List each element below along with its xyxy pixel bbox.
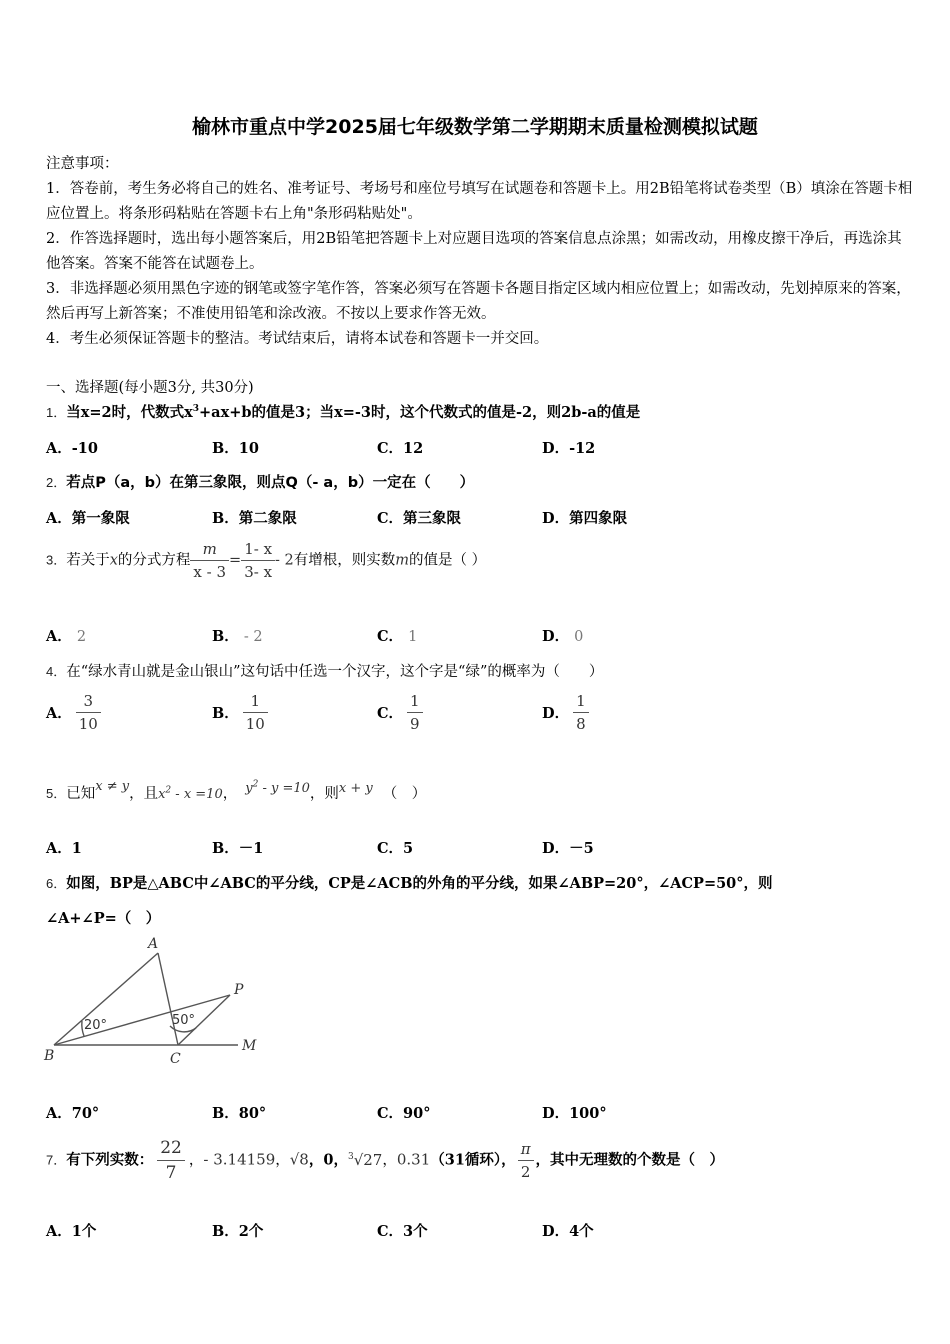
- question-4: [46, 660, 603, 681]
- option-d[interactable]: D．100°: [542, 1105, 607, 1122]
- equation-2: $y^2 - y =10$: [245, 779, 310, 796]
- condition-x-neq-y: x ≠ y: [95, 779, 130, 794]
- question-7: [46, 1138, 724, 1183]
- value-neg-pi-approx: - 3.14159: [203, 1150, 276, 1169]
- angle-label-20: 20°: [84, 1018, 108, 1033]
- variable-x: x: [109, 552, 118, 569]
- question-text: 已知: [66, 786, 96, 802]
- option-b[interactable]: B．第二象限: [212, 510, 297, 527]
- option-d[interactable]: D．第四象限: [542, 510, 628, 527]
- fraction-m-over-x-minus-3: $\frac{m}{x - 3}$: [190, 540, 229, 581]
- question-text: 当x=2时，代数式x: [66, 404, 193, 421]
- option-d[interactable]: D．4个: [542, 1223, 594, 1240]
- option-a[interactable]: A． 2: [46, 628, 87, 645]
- repeating-note: （31循环），: [430, 1151, 516, 1169]
- label-a: A: [148, 936, 159, 952]
- question-text-cont: ，且: [129, 786, 159, 802]
- option-c[interactable]: C． 1: [377, 628, 418, 645]
- question-text-cont-2: 有增根，则实数: [293, 552, 396, 569]
- question-number: 3．: [46, 552, 67, 568]
- option-b[interactable]: B． - 2: [212, 628, 263, 645]
- option-d[interactable]: D．－5: [542, 840, 594, 857]
- option-c[interactable]: C． $\frac{1}{9}$: [377, 692, 423, 733]
- option-c[interactable]: C．5: [377, 840, 414, 857]
- value-0-31-repeating: 0.31: [396, 1150, 431, 1169]
- option-a[interactable]: A．70°: [46, 1105, 100, 1122]
- minus-two: - 2: [275, 552, 294, 569]
- value-cbrt-27: $^3$√27: [347, 1150, 383, 1169]
- fraction-pi-over-2: $\frac{\pi}{2}$: [518, 1140, 534, 1181]
- option-c[interactable]: C．90°: [377, 1105, 431, 1122]
- value-sqrt-8: √8: [289, 1150, 309, 1169]
- option-d[interactable]: D． $\frac{1}{8}$: [542, 692, 589, 733]
- option-a[interactable]: A．1个: [46, 1223, 97, 1240]
- question-1: [46, 401, 640, 422]
- question-text: 有下列实数：: [66, 1151, 154, 1169]
- exponent: 3: [192, 404, 200, 415]
- notes-item-2: 2．作答选择题时，选出每小题答案后，用2B铅笔把答题卡上对应题目选项的答案信息点涂黑；如需改动，用橡皮擦干净后，再选涂其他答案。答案不能答在试题卷上。: [46, 231, 902, 272]
- question-number: 7．: [46, 1152, 67, 1168]
- question-text-cont-2: ，则: [309, 786, 339, 802]
- option-c[interactable]: C．第三象限: [377, 510, 462, 527]
- value-zero: ，0，: [308, 1151, 348, 1169]
- equation-1: $x^2 - x =10$: [158, 785, 223, 802]
- question-text-end: ，其中无理数的个数是（ ）: [535, 1151, 725, 1169]
- question-number: 4．: [46, 664, 67, 679]
- notes-item-4: 4．考生必须保证答题卡的整洁。考试结束后，请将本试卷和答题卡一并交回。: [46, 331, 549, 347]
- question-text-end: 的值是（ ）: [409, 552, 487, 569]
- question-number: 1．: [46, 405, 67, 420]
- option-a[interactable]: A．1: [46, 840, 82, 857]
- question-text: 若关于: [66, 552, 110, 569]
- option-a[interactable]: A． $\frac{3}{10}$: [46, 692, 101, 733]
- question-6-line-2: ∠A+∠P=（ ）: [46, 910, 161, 927]
- page-title: 榆林市重点中学2025届七年级数学第二学期期末质量检测模拟试题: [192, 116, 758, 138]
- label-m: M: [242, 1038, 257, 1054]
- notes-section: [46, 152, 916, 352]
- option-d[interactable]: D． 0: [542, 628, 584, 645]
- question-text: 若点P（a，b）在第三象限，则点Q（- a，b）一定在（ ）: [66, 475, 475, 491]
- separator: ，: [382, 1152, 397, 1169]
- option-c[interactable]: C．3个: [377, 1223, 428, 1240]
- option-b[interactable]: B．10: [212, 440, 259, 457]
- label-b: B: [44, 1048, 55, 1064]
- separator: ，: [222, 786, 238, 802]
- option-b[interactable]: B．80°: [212, 1105, 267, 1122]
- line-ac: [158, 953, 178, 1045]
- question-text-end: （ ）: [382, 786, 427, 802]
- triangle-diagram: [40, 932, 270, 1072]
- separator: ，: [188, 1152, 204, 1169]
- option-c[interactable]: C．12: [377, 440, 424, 457]
- question-5: [46, 779, 427, 803]
- variable-m: m: [395, 552, 410, 569]
- question-text: 在“绿水青山就是金山银山”这句话中任选一个汉字，这个字是“绿”的概率为（ ）: [66, 664, 604, 680]
- expression-x-plus-y: x + y: [338, 781, 373, 796]
- notes-item-1: 1．答卷前，考生务必将自己的姓名、准考证号、考场号和座位号填写在试题卷和答题卡上。用2B铅笔将试卷类型（B）填涂在答题卡相应位置上。将条形码粘贴在答题卡右上角"条形码粘贴处"。: [46, 181, 913, 222]
- question-6: [46, 872, 773, 893]
- question-4-options: [46, 692, 906, 742]
- fraction-22-over-7: $\frac{22}{7}$: [157, 1138, 185, 1183]
- question-number: 6．: [46, 876, 67, 891]
- option-a[interactable]: A．-10: [46, 440, 98, 457]
- question-number: 2．: [46, 475, 67, 490]
- angle-label-50: 50°: [172, 1013, 196, 1028]
- fraction-1-minus-x-over-3-minus-x: $\frac{1- x}{3- x}$: [241, 540, 275, 581]
- triangle-figure: [40, 932, 270, 1076]
- question-text: 如图，BP是△ABC中∠ABC的平分线，CP是∠ACB的外角的平分线，如果∠ABP=20°，∠ACP=50°，则: [66, 875, 773, 892]
- section-heading: 一、选择题(每小题3分, 共30分): [46, 380, 254, 396]
- notes-item-3: 3．非选择题必须用黑色字迹的钢笔或签字笔作答，答案必须写在答题卡各题目指定区域内相应位置上；如需改动，先划掉原来的答案，然后再写上新答案；不准使用铅笔和涂改液。不按以上要求作答无效。: [46, 281, 911, 322]
- option-d[interactable]: D．-12: [542, 440, 596, 457]
- question-number: 5．: [46, 786, 67, 801]
- question-3: [46, 540, 486, 581]
- notes-heading: 注意事项：: [46, 156, 119, 172]
- label-p: P: [234, 982, 244, 998]
- question-2: [46, 471, 474, 492]
- option-b[interactable]: B． $\frac{1}{10}$: [212, 692, 268, 733]
- equals-sign: =: [229, 552, 242, 569]
- option-a[interactable]: A．第一象限: [46, 510, 130, 527]
- question-text-cont: 的分式方程: [117, 552, 191, 569]
- option-b[interactable]: B．－1: [212, 840, 264, 857]
- label-c: C: [170, 1051, 181, 1067]
- option-b[interactable]: B．2个: [212, 1223, 264, 1240]
- question-text-cont: +ax+b的值是3；当x=-3时，这个代数式的值是-2，则2b-a的值是: [199, 404, 641, 421]
- separator: ，: [275, 1152, 290, 1169]
